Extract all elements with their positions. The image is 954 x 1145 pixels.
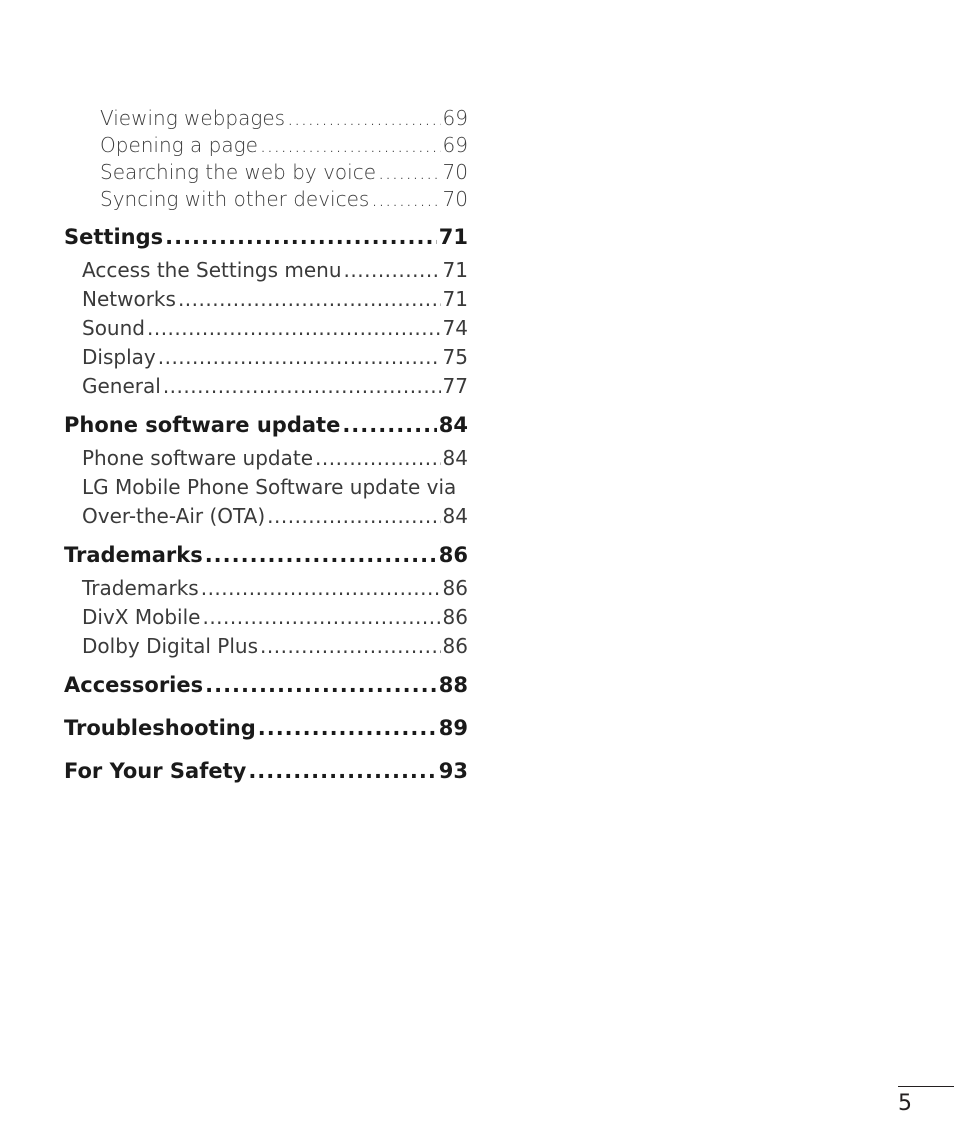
dot-leader (371, 186, 440, 213)
toc-section-settings[interactable] (64, 222, 468, 252)
toc-entry-label: Networks (82, 287, 176, 311)
toc-entry-syncing-with-other-devices[interactable] (100, 186, 468, 213)
toc-entry-ota-update[interactable] (82, 473, 468, 531)
toc-section-for-your-safety[interactable] (64, 756, 468, 786)
toc-entry-page: 71 (442, 258, 468, 282)
dot-leader (260, 132, 441, 159)
toc-entry-page: 74 (442, 316, 468, 340)
toc-section-title: Troubleshooting (64, 716, 256, 740)
toc-section-page: 93 (438, 759, 468, 783)
dot-leader (378, 159, 441, 186)
dot-leader (163, 372, 441, 401)
toc-entry-label: DivX Mobile (82, 605, 201, 629)
toc-entry-label-line2: Over-the-Air (OTA) (82, 504, 266, 528)
toc-entry-label: Searching the web by voice (100, 160, 377, 184)
toc-section-title: Phone software update (64, 413, 341, 437)
toc-entry-page: 70 (442, 160, 468, 184)
toc-entry-page: 69 (442, 106, 468, 130)
dot-leader (342, 410, 436, 440)
toc-entry-label: General (82, 374, 161, 398)
toc-section-phone-software-update[interactable] (64, 410, 468, 440)
toc-entry-page: 86 (442, 605, 468, 629)
dot-leader (248, 756, 436, 786)
table-of-contents (64, 105, 468, 786)
toc-entry-general[interactable] (82, 372, 468, 401)
toc-entry-page: 71 (442, 287, 468, 311)
toc-entry-page: 69 (442, 133, 468, 157)
dot-leader (201, 574, 441, 603)
toc-entry-label: Trademarks (82, 576, 199, 600)
toc-entry-page: 77 (442, 374, 468, 398)
toc-entry-page: 86 (442, 634, 468, 658)
toc-entry-page: 84 (442, 446, 468, 470)
toc-entry-viewing-webpages[interactable] (100, 105, 468, 132)
toc-entry-searching-web-by-voice[interactable] (100, 159, 468, 186)
dot-leader (205, 540, 437, 570)
dot-leader (165, 222, 437, 252)
toc-section-title: For Your Safety (64, 759, 247, 783)
toc-entry-page: 70 (442, 187, 468, 211)
toc-section-page: 86 (438, 543, 468, 567)
toc-section-troubleshooting[interactable] (64, 713, 468, 743)
toc-entry-label: Sound (82, 316, 145, 340)
dot-leader (287, 105, 440, 132)
toc-entry-label: Viewing webpages (100, 106, 286, 130)
toc-section-page: 88 (438, 673, 468, 697)
toc-entry-trademarks[interactable] (82, 574, 468, 603)
dot-leader (205, 670, 437, 700)
toc-entry-networks[interactable] (82, 285, 468, 314)
dot-leader (258, 713, 437, 743)
toc-entry-dolby-digital-plus[interactable] (82, 632, 468, 661)
dot-leader (267, 502, 440, 531)
toc-entry-access-settings-menu[interactable] (82, 256, 468, 285)
toc-entry-label: Syncing with other devices (100, 187, 370, 211)
toc-entry-display[interactable] (82, 343, 468, 372)
toc-entry-opening-a-page[interactable] (100, 132, 468, 159)
toc-entry-label-line1: LG Mobile Phone Software update via (82, 475, 457, 499)
toc-entry-label: Access the Settings menu (82, 258, 342, 282)
toc-section-page: 89 (438, 716, 468, 740)
toc-section-title: Accessories (64, 673, 204, 697)
toc-section-accessories[interactable] (64, 670, 468, 700)
dot-leader (315, 444, 441, 473)
dot-leader (202, 603, 440, 632)
toc-entry-phone-software-update[interactable] (82, 444, 468, 473)
footer-rule (898, 1086, 954, 1087)
toc-section-trademarks[interactable] (64, 540, 468, 570)
toc-entry-page: 86 (442, 576, 468, 600)
page-number: 5 (898, 1091, 912, 1116)
toc-entry-label: Display (82, 345, 156, 369)
toc-entry-label: Dolby Digital Plus (82, 634, 259, 658)
toc-section-title: Settings (64, 225, 164, 249)
toc-entry-label: Phone software update (82, 446, 314, 470)
dot-leader (158, 343, 441, 372)
dot-leader (178, 285, 441, 314)
toc-entry-label: Opening a page (100, 133, 258, 157)
dot-leader (147, 314, 441, 343)
toc-section-page: 84 (438, 413, 468, 437)
toc-section-title: Trademarks (64, 543, 203, 567)
toc-entry-line2 (82, 502, 468, 531)
toc-section-page: 71 (438, 225, 468, 249)
dot-leader (260, 632, 441, 661)
toc-entry-sound[interactable] (82, 314, 468, 343)
toc-entry-page: 84 (442, 504, 468, 528)
dot-leader (344, 256, 441, 285)
toc-entry-divx-mobile[interactable] (82, 603, 468, 632)
toc-entry-page: 75 (442, 345, 468, 369)
